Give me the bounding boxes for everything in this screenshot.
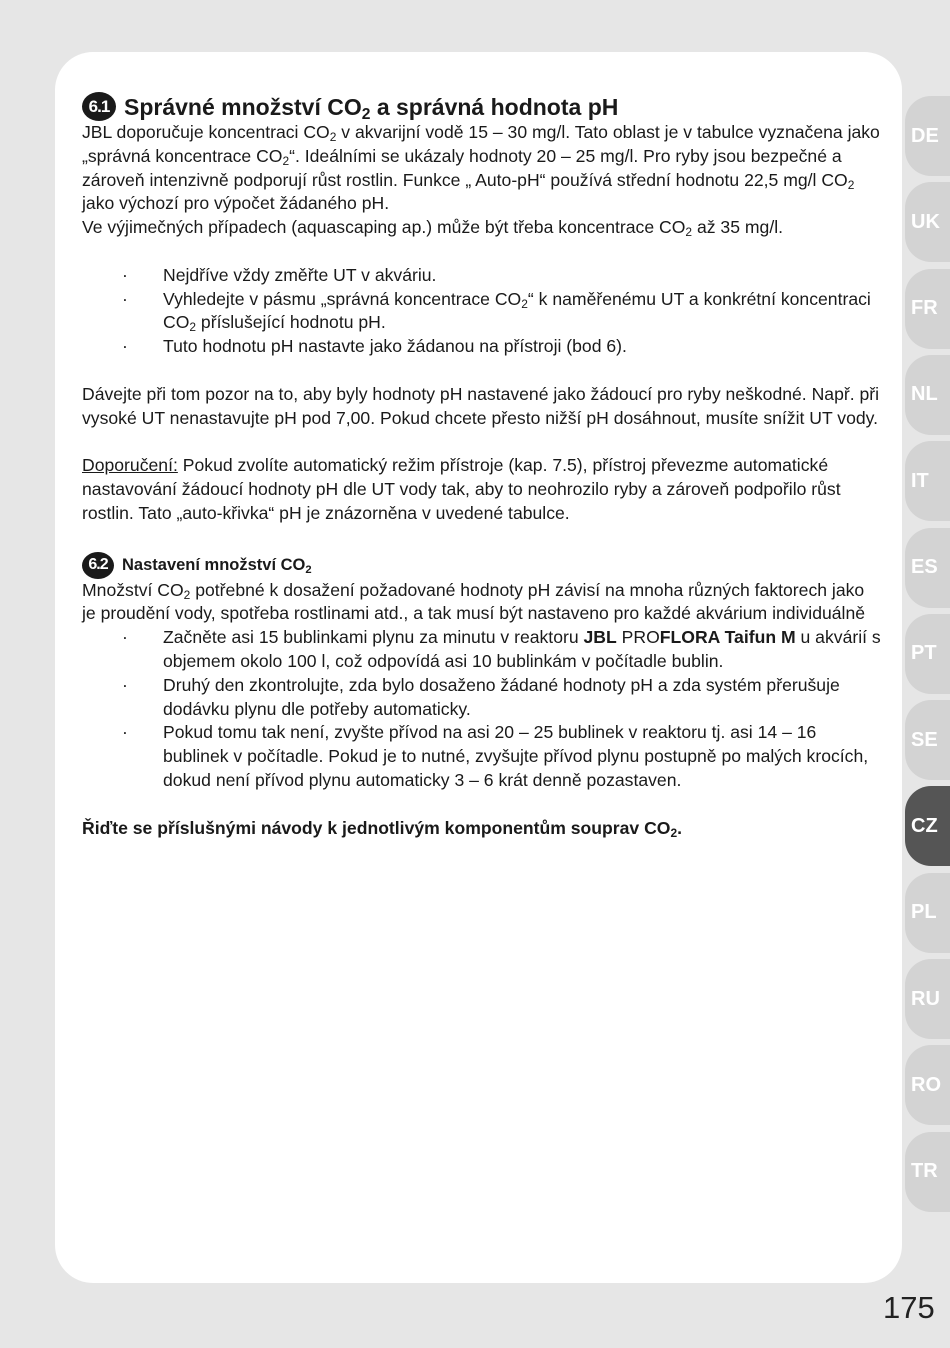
language-tab-se[interactable]: SE xyxy=(905,700,950,780)
section-number-badge: 6.2 xyxy=(82,552,114,579)
section-6-1-paragraph-1: JBL doporučuje koncentraci $CO_2$ v akvarijní vodě 15 – 30 mg/l. Tato oblast je v tabulce vyznačena jako „správná koncentrace $CO_2“$. Ideálními se ukázaly hodnoty 20 – 25 mg/l. Pro ryby jsou bezpečné a zároveň intenzivně podporují růst rostlin. Funkce „ Auto-pH“ používá střední hodnotu 22,5 mg/l $CO_2$ jako výchozí pro výpočet žádaného pH. Ve výjimečných případech (aquascaping ap.) může být třeba koncentrace $CO_2$ až 35 mg/l. xyxy=(82,122,880,240)
list-item: · Nejdříve vždy změřte UT v akváriu. xyxy=(82,264,882,288)
list-item: · Vyhledejte v pásmu „správná koncentrace $CO_2“$ k naměřenému UT a konkrétní koncentraci $CO_2$ příslušející hodnotu pH. xyxy=(82,288,882,336)
list-item: · Začněte asi 15 bublinkami plynu za minutu v reaktoru JBL PROFLORA Taifun M u akvárií s objemem okolo 100 l, což odpovídá asi 10 bublinkám v počítadle bublin. xyxy=(82,626,882,674)
language-tab-nl[interactable]: NL xyxy=(905,355,950,435)
language-tab-de[interactable]: DE xyxy=(905,96,950,176)
section-6-2-paragraph-1: Množství $CO_2$ potřebné k dosažení požadované hodnoty pH závisí na mnoha různých faktorech jako je proudění vody, spotřeba rostlinami atd., a tak musí být nastaveno pro každé akvárium individuálně xyxy=(82,579,866,624)
language-tab-pt[interactable]: PT xyxy=(905,614,950,694)
language-tab-ru[interactable]: RU xyxy=(905,959,950,1039)
section-6-2-title: Nastavení množství $CO_2$ xyxy=(122,556,312,576)
final-note: Řiďte se příslušnými návody k jednotlivým komponentům souprav $CO_2$. xyxy=(82,817,683,840)
section-6-2-steps xyxy=(82,626,882,793)
language-tab-pl[interactable]: PL xyxy=(905,873,950,953)
section-6-2-heading xyxy=(82,552,882,579)
section-number-badge: 6.1 xyxy=(82,92,116,121)
language-tab-it[interactable]: IT xyxy=(905,441,950,521)
section-6-1-paragraph-2: Dávejte při tom pozor na to, aby byly hodnoty pH nastavené jako žádoucí pro ryby neškodné. Např. při vysoké UT nenastavujte pH pod 7,00. Pokud chcete přesto nižší pH dosáhnout, musíte snížit UT vody. xyxy=(82,383,880,428)
section-6-1-steps xyxy=(82,264,882,359)
list-item: · Tuto hodnotu pH nastavte jako žádanou na přístroji (bod 6). xyxy=(82,335,882,359)
section-6-1-title: Správné množství $CO_2$ a správná hodnota pH xyxy=(124,93,619,123)
document-body xyxy=(82,92,882,840)
recommendation-paragraph: Doporučení: Pokud zvolíte automatický režim přístroje (kap. 7.5), přístroj převezme automatické nastavování žádoucí hodnoty pH dle UT vody tak, aby to neohrozilo ryby a zároveň podpořilo růst rostlin. Tato „auto-křivka“ pH je znázorněna v uvedené tabulce. xyxy=(82,455,841,523)
language-tab-ro[interactable]: RO xyxy=(905,1045,950,1125)
section-6-1-heading xyxy=(82,92,882,121)
page-number: 175 xyxy=(883,1290,935,1325)
language-tab-tr[interactable]: TR xyxy=(905,1132,950,1212)
list-item: · Pokud tomu tak není, zvyšte přívod na asi 20 – 25 bublinek v reaktoru tj. asi 14 – 16 bublinek v počítadle. Pokud je to nutné, zvyšujte přívod plynu postupně po malých krocích, dokud není přívod plynu automaticky 3 – 6 krát denně pozastaven. xyxy=(82,721,882,792)
language-tab-fr[interactable]: FR xyxy=(905,269,950,349)
language-tab-cz[interactable]: CZ xyxy=(905,786,950,866)
list-item: · Druhý den zkontrolujte, zda bylo dosaženo žádané hodnoty pH a zda systém přerušuje dodávku plynu dle potřeby automaticky. xyxy=(82,674,882,722)
recommendation-label: Doporučení: xyxy=(82,455,178,476)
language-tab-es[interactable]: ES xyxy=(905,528,950,608)
language-tab-uk[interactable]: UK xyxy=(905,182,950,262)
